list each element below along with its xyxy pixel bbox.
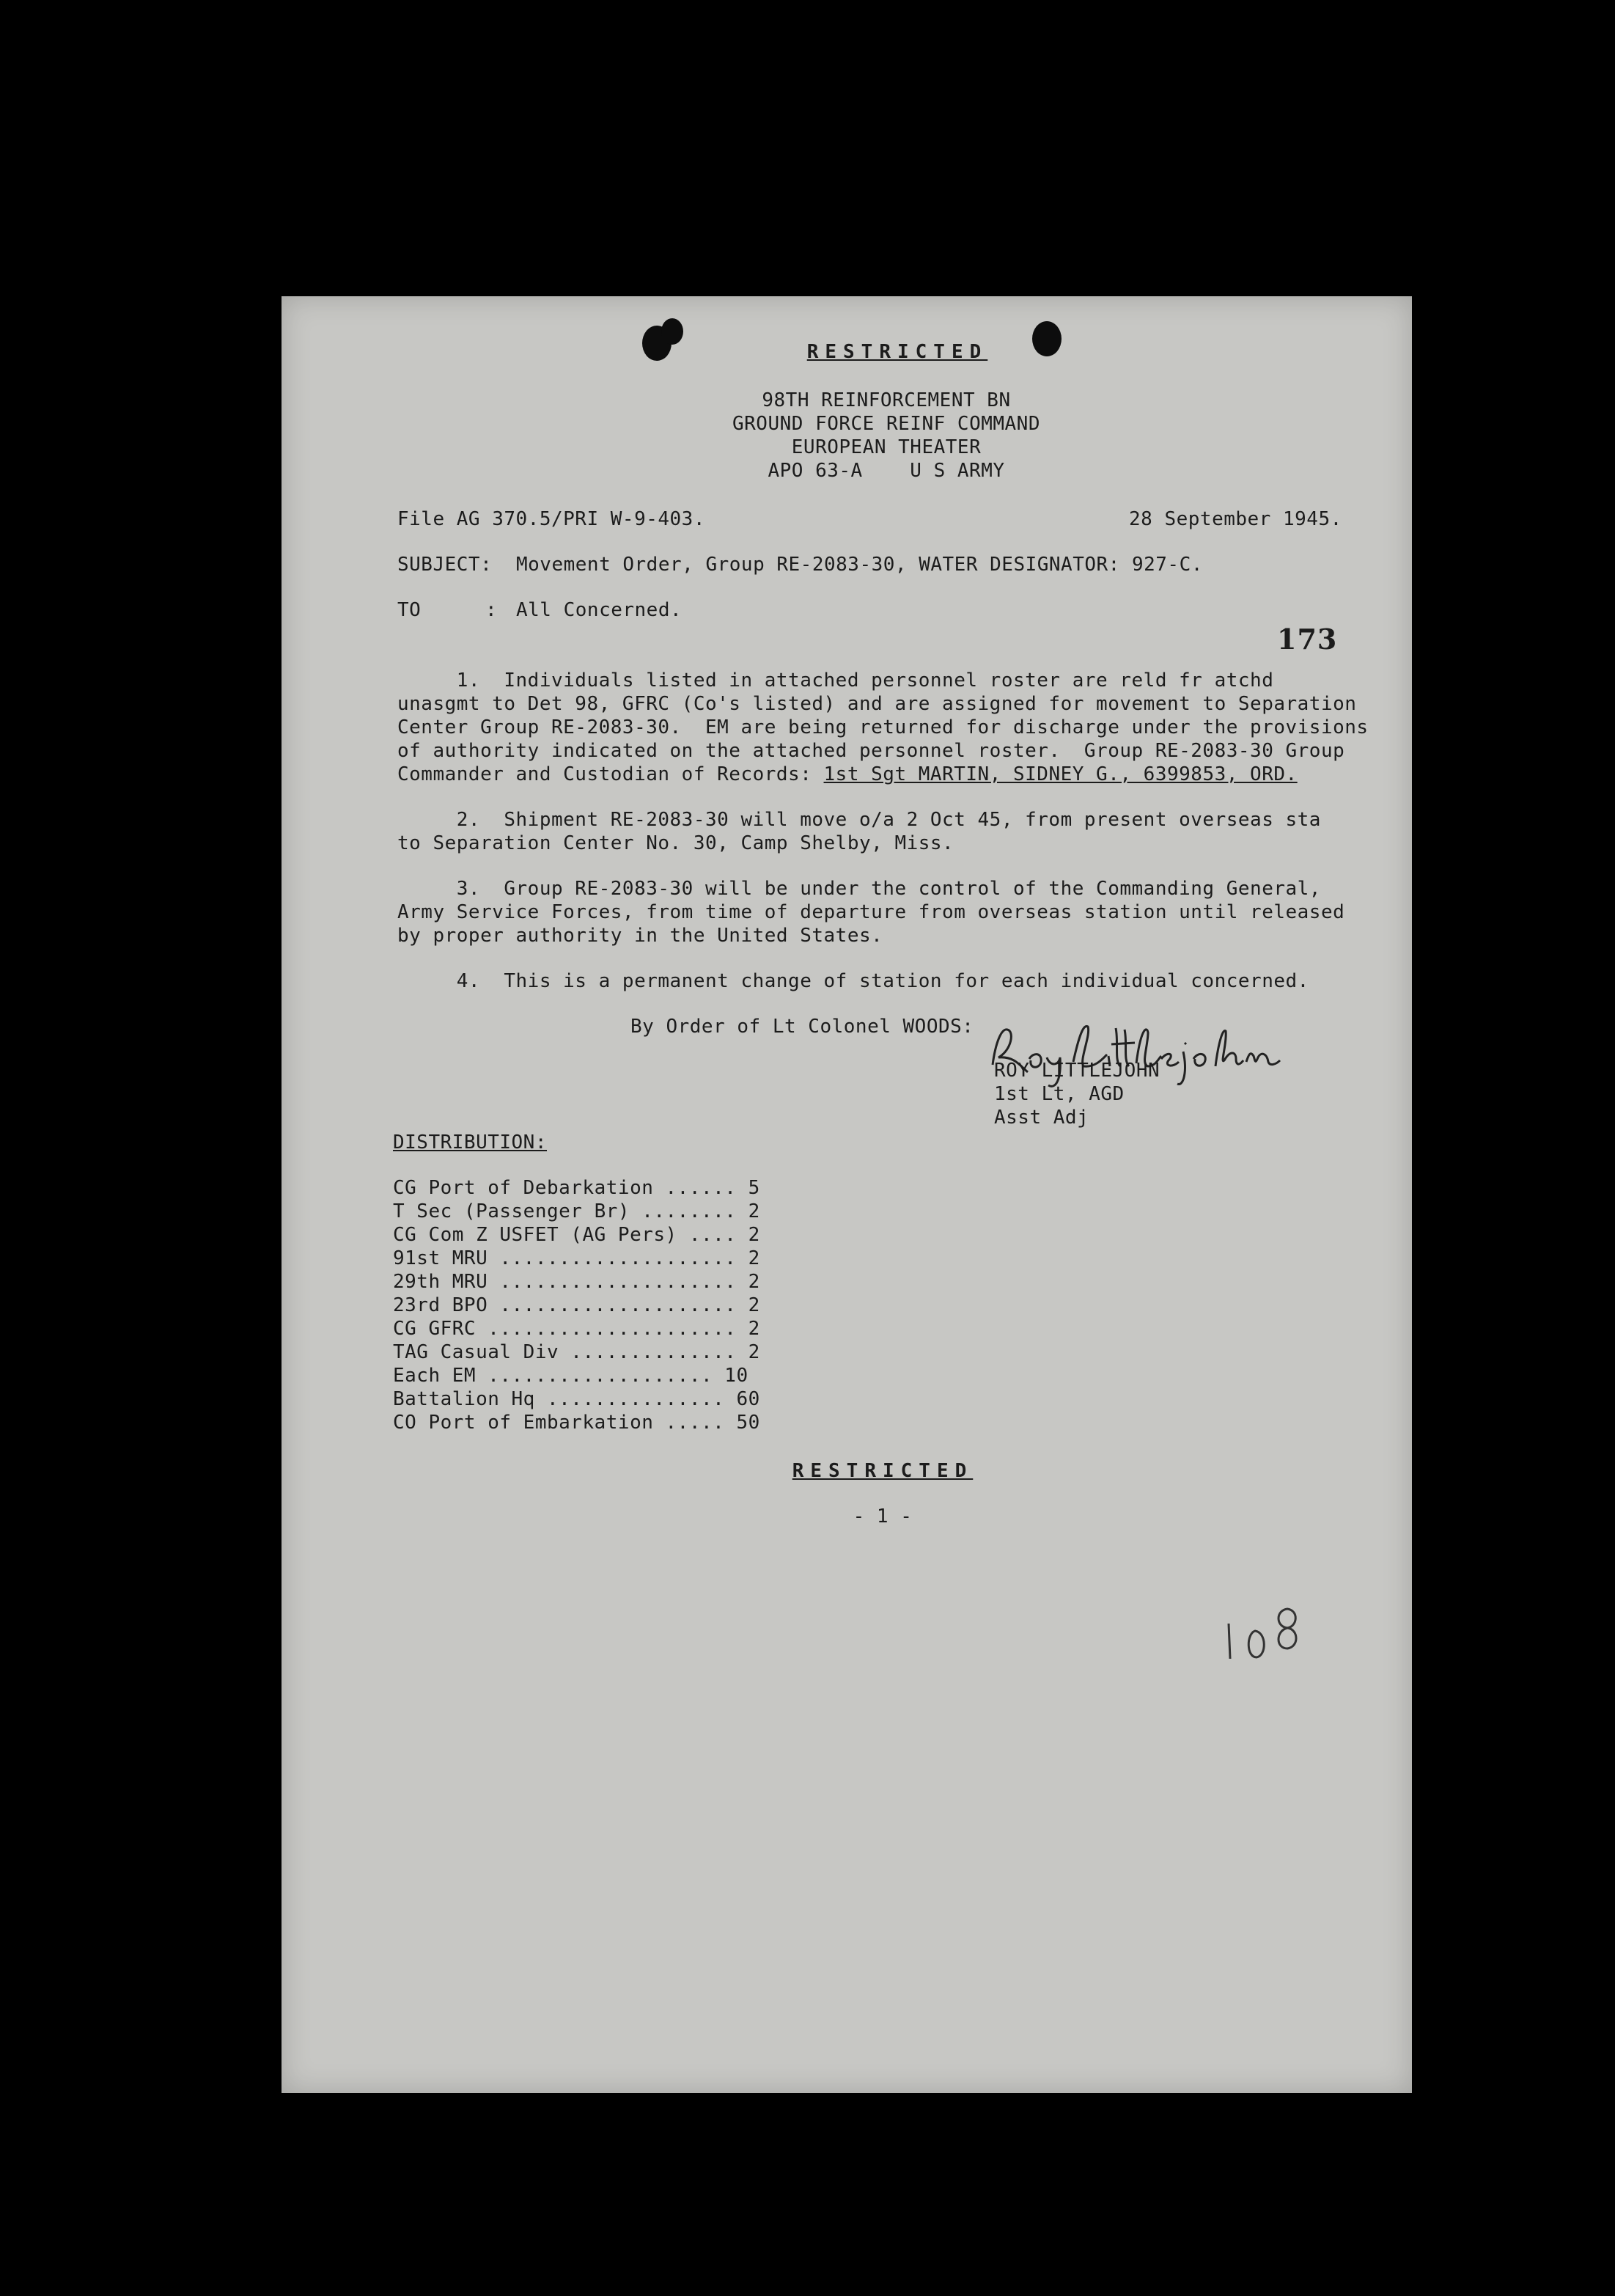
to-colon: : (485, 599, 498, 621)
document-date: 28 September 1945. (1129, 508, 1342, 530)
distribution-label: DISTRIBUTION: (393, 1132, 547, 1153)
para1-line-5 (397, 763, 1298, 786)
page-stamp-number: 173 (1277, 623, 1338, 656)
subject-text: Movement Order, Group RE-2083-30, WATER DESIGNATOR: 927-C. (516, 554, 1203, 576)
distribution-item: T Sec (Passenger Br) ........ 2 (393, 1200, 760, 1222)
para1-line-2: unasgmt to Det 98, GFRC (Co's listed) and are assigned for movement to Separation (397, 693, 1357, 715)
signature-rank: 1st Lt, AGD (994, 1083, 1125, 1105)
para4: 4. This is a permanent change of station for each individual concerned. (397, 970, 1309, 992)
distribution-item: CG Com Z USFET (AG Pers) .... 2 (393, 1224, 760, 1246)
para1-line-4: of authority indicated on the attached personnel roster. Group RE-2083-30 Group (397, 740, 1345, 762)
unit-line-4: APO 63-A U S ARMY (768, 460, 1005, 482)
unit-line-3: EUROPEAN THEATER (791, 436, 982, 458)
distribution-item: CG Port of Debarkation ...... 5 (393, 1177, 760, 1199)
by-order-line: By Order of Lt Colonel WOODS: (630, 1016, 974, 1038)
handwritten-number (1217, 1602, 1320, 1668)
para2-line-2: to Separation Center No. 30, Camp Shelby, Miss. (397, 832, 954, 854)
distribution-item: TAG Casual Div .............. 2 (393, 1341, 760, 1363)
page-number: - 1 - (853, 1505, 913, 1527)
distribution-item: CO Port of Embarkation ..... 50 (393, 1412, 760, 1434)
distribution-item: 91st MRU .................... 2 (393, 1247, 760, 1269)
to-text: All Concerned. (516, 599, 683, 621)
classification-top: RESTRICTED (806, 341, 988, 363)
group-commander-name: 1st Sgt MARTIN, SIDNEY G., 6399853, ORD. (823, 763, 1298, 785)
para1-line-1: 1. Individuals listed in attached personnel roster are reld fr atchd (397, 670, 1274, 692)
para2-line-1: 2. Shipment RE-2083-30 will move o/a 2 Oct 45, from present overseas sta (397, 809, 1321, 831)
distribution-item: 23rd BPO .................... 2 (393, 1294, 760, 1316)
para1-line-3: Center Group RE-2083-30. EM are being returned for discharge under the provisions (397, 716, 1369, 738)
classification-bottom: RESTRICTED (792, 1460, 974, 1482)
para3-line-3: by proper authority in the United States. (397, 925, 883, 947)
file-reference: File AG 370.5/PRI W-9-403. (397, 508, 705, 530)
distribution-item: CG GFRC ..................... 2 (393, 1318, 760, 1340)
signature-title: Asst Adj (994, 1107, 1089, 1129)
signature-name: ROY LITTLEJOHN (994, 1060, 1160, 1082)
punch-hole-left-inner (661, 318, 683, 345)
document-page (282, 296, 1412, 2093)
distribution-item: 29th MRU .................... 2 (393, 1271, 760, 1293)
para1-line-5-prefix: Commander and Custodian of Records: (397, 763, 824, 785)
para3-line-2: Army Service Forces, from time of departure from overseas station until released (397, 901, 1345, 923)
distribution-item: Each EM ................... 10 (393, 1365, 748, 1387)
unit-line-1: 98TH REINFORCEMENT BN (762, 389, 1011, 411)
subject-label: SUBJECT: (397, 554, 493, 576)
to-label: TO (397, 599, 422, 621)
distribution-item: Battalion Hq ............... 60 (393, 1388, 760, 1410)
unit-line-2: GROUND FORCE REINF COMMAND (732, 413, 1040, 435)
para3-line-1: 3. Group RE-2083-30 will be under the control of the Commanding General, (397, 878, 1321, 900)
